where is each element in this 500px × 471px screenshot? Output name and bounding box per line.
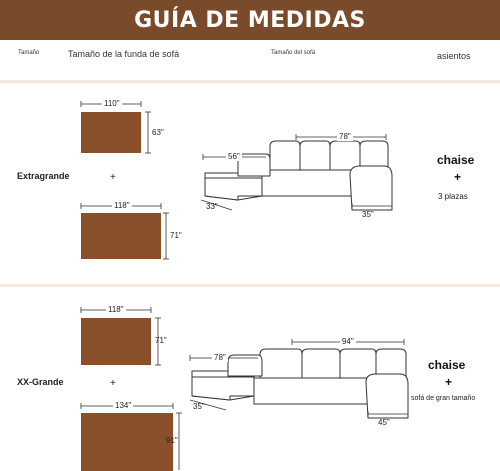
seats-plus: +	[445, 375, 453, 389]
cover-width-label: 110"	[104, 99, 120, 108]
sofa-chaise-width: 35"	[193, 402, 205, 411]
seats-main: chaise	[437, 153, 475, 167]
header-cover-size: Tamaño de la funda de sofá	[68, 49, 180, 59]
header-size: Tamaño	[18, 50, 40, 56]
sofa-top-width: 94"	[342, 337, 354, 346]
cover-width-label: 118"	[114, 201, 130, 210]
sofa-chaise-width: 33"	[206, 202, 218, 211]
seats-main: chaise	[428, 358, 466, 372]
header-seats: asientos	[437, 51, 471, 61]
row-label-xl: Extragrande	[17, 171, 70, 181]
plus-sign: +	[110, 378, 116, 389]
sofa-depth: 35"	[362, 210, 374, 219]
cover-width-label: 118"	[108, 305, 124, 314]
seats-plus: +	[454, 170, 462, 184]
sofa-left-width: 78"	[214, 353, 226, 362]
page-title: GUÍA DE MEDIDAS	[134, 7, 366, 33]
seats-sub: 3 plazas	[438, 192, 468, 201]
cover-height-label: 63"	[152, 128, 164, 137]
sofa-depth: 45"	[378, 418, 390, 427]
row-label-xxl: XX-Grande	[17, 377, 64, 387]
sofa-left-width: 56"	[228, 152, 240, 161]
plus-sign: +	[110, 172, 116, 183]
cover-width-label: 134"	[115, 401, 132, 410]
seats-sub: sofá de gran tamaño	[411, 395, 476, 402]
cover-height-label: 71"	[155, 336, 167, 345]
sofa-top-width: 78"	[339, 132, 351, 141]
cover-height-label: 71"	[170, 231, 182, 240]
header-sofa-size: Tamaño del sofá	[271, 50, 316, 56]
cover-height-label: 91"	[166, 436, 178, 445]
